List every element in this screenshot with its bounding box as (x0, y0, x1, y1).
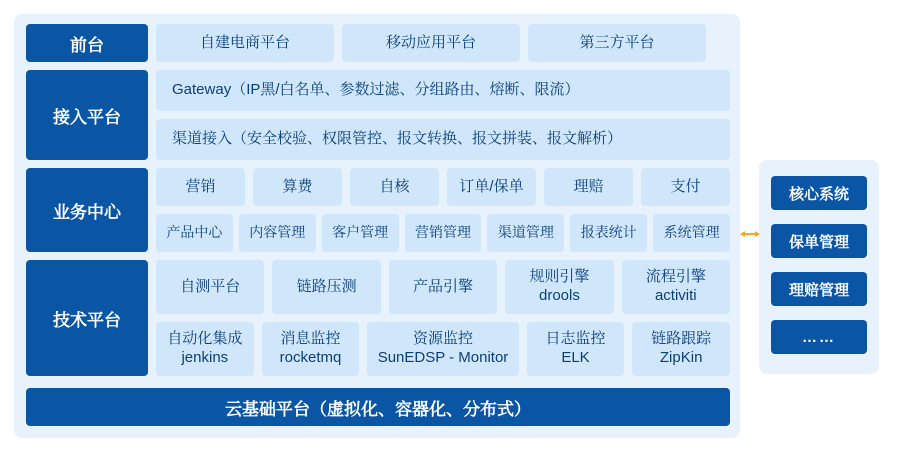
layer-tech-label: 技术平台 (26, 260, 148, 376)
front-item-0[interactable]: 自建电商平台 (156, 24, 334, 62)
tech-item-product-engine-line1: 产品引擎 (413, 277, 474, 295)
tech-item-rule-engine-line2: drools (538, 287, 580, 304)
business-item-pricing[interactable]: 算费 (253, 168, 342, 206)
tech-item-trace-zipkin-line2: ZipKin (659, 349, 703, 366)
side-item-core-system[interactable]: 核心系统 (771, 176, 867, 210)
tech-row-1 (156, 260, 730, 314)
tech-item-trace-zipkin[interactable] (632, 322, 730, 376)
business-rows (156, 168, 730, 252)
tech-item-mq-rocketmq-line1: 消息监控 (280, 330, 341, 348)
tech-item-mq-rocketmq-line2: rocketmq (279, 349, 342, 366)
layer-front-label: 前台 (26, 24, 148, 62)
tech-item-resource-monitor-line2: SunEDSP - Monitor (377, 349, 509, 366)
business-item-policy[interactable]: 订单/保单 (447, 168, 536, 206)
business-item-customer-mgmt[interactable]: 客户管理 (322, 214, 399, 252)
side-item-claims-mgmt[interactable]: 理赔管理 (771, 272, 867, 306)
tech-item-ci-jenkins-line2: jenkins (181, 349, 229, 366)
tech-item-rule-engine[interactable] (505, 260, 613, 314)
side-item-more[interactable]: …… (771, 320, 867, 354)
tech-item-link-stress-line1: 链路压测 (296, 277, 357, 295)
access-bar-gateway[interactable]: Gateway（IP黑/白名单、参数过滤、分组路由、熔断、限流） (156, 70, 730, 111)
tech-rows (156, 260, 730, 376)
business-item-marketing[interactable]: 营销 (156, 168, 245, 206)
layer-front (26, 24, 706, 62)
tech-item-log-elk-line1: 日志监控 (545, 330, 606, 348)
front-item-1[interactable]: 移动应用平台 (342, 24, 520, 62)
layer-tech (26, 260, 730, 376)
access-bars (156, 70, 730, 160)
tech-item-ci-jenkins[interactable] (156, 322, 254, 376)
double-arrow-icon (740, 228, 760, 240)
business-item-system-mgmt[interactable]: 系统管理 (653, 214, 730, 252)
business-item-report-stats[interactable]: 报表统计 (570, 214, 647, 252)
tech-item-self-test[interactable] (156, 260, 264, 314)
tech-item-rule-engine-line1: 规则引擎 (529, 268, 590, 286)
tech-item-trace-zipkin-line1: 链路跟踪 (651, 330, 712, 348)
business-item-product-center[interactable]: 产品中心 (156, 214, 233, 252)
business-item-content-mgmt[interactable]: 内容管理 (239, 214, 316, 252)
tech-row-2 (156, 322, 730, 376)
tech-item-ci-jenkins-line1: 自动化集成 (167, 330, 243, 348)
tech-item-process-engine[interactable] (622, 260, 730, 314)
business-row-1 (156, 168, 730, 206)
cloud-foundation-bar: 云基础平台（虚拟化、容器化、分布式） (26, 388, 730, 426)
layer-access (26, 70, 730, 160)
tech-item-mq-rocketmq[interactable] (262, 322, 360, 376)
tech-item-log-elk-line2: ELK (561, 349, 590, 366)
tech-item-process-engine-line1: 流程引擎 (645, 268, 706, 286)
business-item-marketing-mgmt[interactable]: 营销管理 (405, 214, 482, 252)
tech-item-process-engine-line2: activiti (654, 287, 697, 304)
layer-business (26, 168, 730, 252)
access-bar-channel[interactable]: 渠道接入（安全校验、权限管控、报文转换、报文拼装、报文解析） (156, 119, 730, 160)
side-item-policy-mgmt[interactable]: 保单管理 (771, 224, 867, 258)
business-item-claims[interactable]: 理赔 (544, 168, 633, 206)
business-row-2 (156, 214, 730, 252)
layer-business-label: 业务中心 (26, 168, 148, 252)
tech-item-self-test-line1: 自测平台 (180, 277, 241, 295)
layer-access-label: 接入平台 (26, 70, 148, 160)
tech-item-log-elk[interactable] (527, 322, 625, 376)
front-item-2[interactable]: 第三方平台 (528, 24, 706, 62)
tech-item-product-engine[interactable] (389, 260, 497, 314)
business-item-channel-mgmt[interactable]: 渠道管理 (487, 214, 564, 252)
tech-item-link-stress[interactable] (272, 260, 380, 314)
tech-item-resource-monitor[interactable] (367, 322, 518, 376)
business-item-underwriting[interactable]: 自核 (350, 168, 439, 206)
tech-item-resource-monitor-line1: 资源监控 (412, 330, 473, 348)
business-item-payment[interactable]: 支付 (641, 168, 730, 206)
